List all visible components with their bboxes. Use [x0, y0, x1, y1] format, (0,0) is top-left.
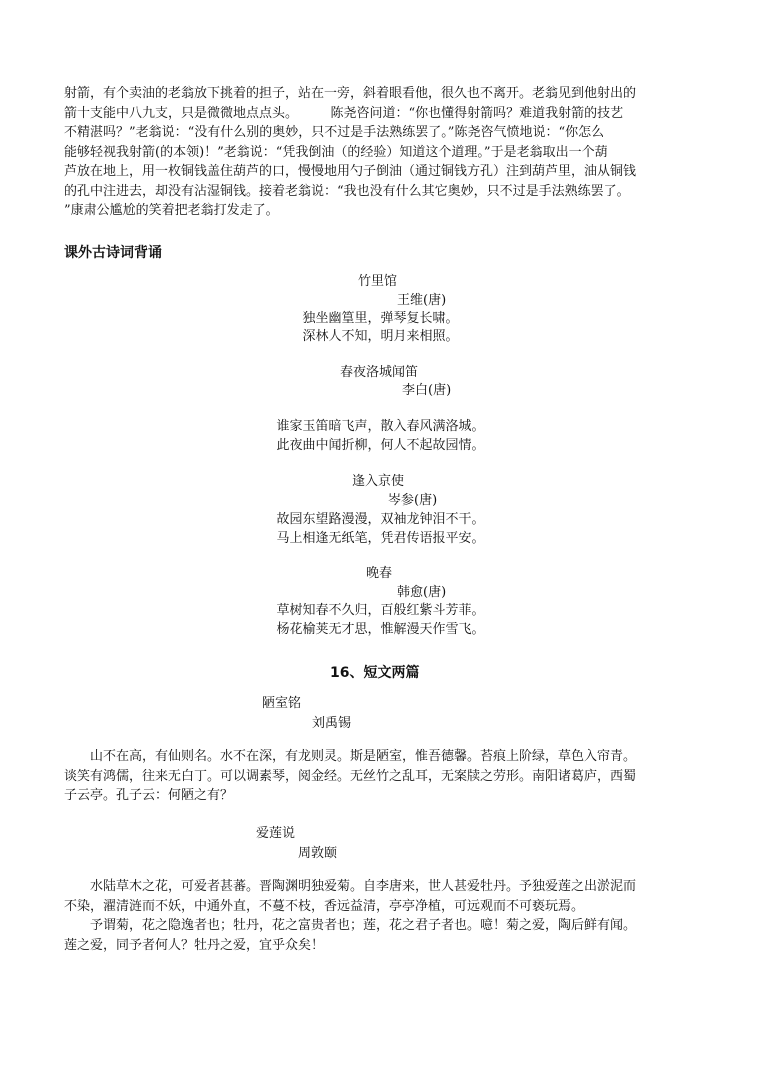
story-line: 不精湛吗？”老翁说：“没有什么别的奥妙，只不过是手法熟练罢了。”陈尧咨气愤地说：“你怎么 [64, 125, 605, 140]
poem-line: 谁家玉笛暗飞声，散入春风满洛城。 [276, 419, 485, 434]
section-heading: 课外古诗词背诵 [64, 245, 162, 261]
poem-title: 春夜洛城闻笛 [340, 365, 419, 380]
poem-line: 此夜曲中闻折柳，何人不起故园情。 [276, 438, 485, 453]
story-line: 的孔中注进去，却没有沾湿铜钱。接着老翁说：“我也没有什么其它奥妙，只不过是手法熟练罢了。 [64, 183, 630, 199]
poem-author: 岑参(唐) [388, 493, 438, 508]
poem-author: 韩愈(唐) [397, 585, 447, 600]
essay-paragraph [64, 877, 700, 955]
poem-author: 王维(唐) [397, 293, 447, 308]
poem-line: 杨花榆荚无才思，惟解漫天作雪飞。 [276, 622, 485, 637]
essay-paragraph [64, 747, 700, 806]
poem-line: 草树知春不久归，百般红紫斗芳菲。 [276, 603, 485, 618]
lesson-heading: 16、短文两篇 [330, 665, 420, 681]
story-line: 箭十支能中八九支，只是微微地点点头。 陈尧咨问道：“你也懂得射箭吗？难道我射箭的技艺 [64, 105, 624, 121]
story-line: 能够轻视我射箭(的本领)！”老翁说：“凭我倒油（的经验）知道这个道理。”于是老翁取出一个葫 [64, 144, 608, 160]
story-line: 芦放在地上，用一枚铜钱盖住葫芦的口，慢慢地用勺子倒油（通过铜钱方孔）注到葫芦里，油从铜钱 [64, 164, 637, 179]
essay-line: 不染，濯清涟而不妖，中通外直，不蔓不枝，香远益清，亭亭净植，可远观而不可亵玩焉。 [64, 898, 585, 914]
essay-line: 水陆草木之花，可爱者甚蕃。晋陶渊明独爱菊。自李唐来，世人甚爱牡丹。予独爱莲之出淤泥而 [90, 879, 637, 894]
essay-line: 予谓菊，花之隐逸者也；牡丹，花之富贵者也；莲，花之君子者也。噫！菊之爱，陶后鲜有闻。 [90, 918, 637, 933]
story-line: ”康肃公尴尬的笑着把老翁打发走了。 [64, 203, 279, 218]
poem-line: 马上相逢无纸笔，凭君传语报平安。 [276, 531, 485, 546]
essay-title: 爱莲说 [256, 826, 296, 841]
essay-author: 周敦颐 [298, 846, 338, 861]
essay-author: 刘禹锡 [312, 716, 352, 731]
poem-title: 竹里馆 [358, 274, 398, 289]
poem-line: 故园东望路漫漫，双袖龙钟泪不干。 [276, 512, 485, 527]
essay-title: 陋室铭 [262, 696, 302, 711]
poem-line: 深林人不知，明月来相照。 [302, 329, 459, 344]
essay-line: 山不在高，有仙则名。水不在深，有龙则灵。斯是陋室，惟吾德馨。苔痕上阶绿，草色入帘青。 [90, 749, 637, 764]
essay-line: 子云亭。孔子云：何陋之有？ [64, 788, 234, 803]
essay-line: 谈笑有鸿儒，往来无白丁。可以调素琴，阅金经。无丝竹之乱耳，无案牍之劳形。南阳诸葛庐，西蜀 [64, 768, 637, 784]
story-line: 射箭，有个卖油的老翁放下挑着的担子，站在一旁，斜着眼看他，很久也不离开。老翁见到他射出的 [64, 86, 637, 101]
essay-line: 莲之爱，同予者何人？牡丹之爱，宜乎众矣！ [64, 937, 325, 953]
poem-author: 李白(唐) [402, 383, 452, 398]
story-paragraph [64, 84, 700, 221]
poem-title: 逢入京使 [352, 474, 405, 489]
poem-line: 独坐幽篁里，弹琴复长啸。 [302, 311, 459, 326]
poem-title: 晚春 [366, 566, 393, 581]
